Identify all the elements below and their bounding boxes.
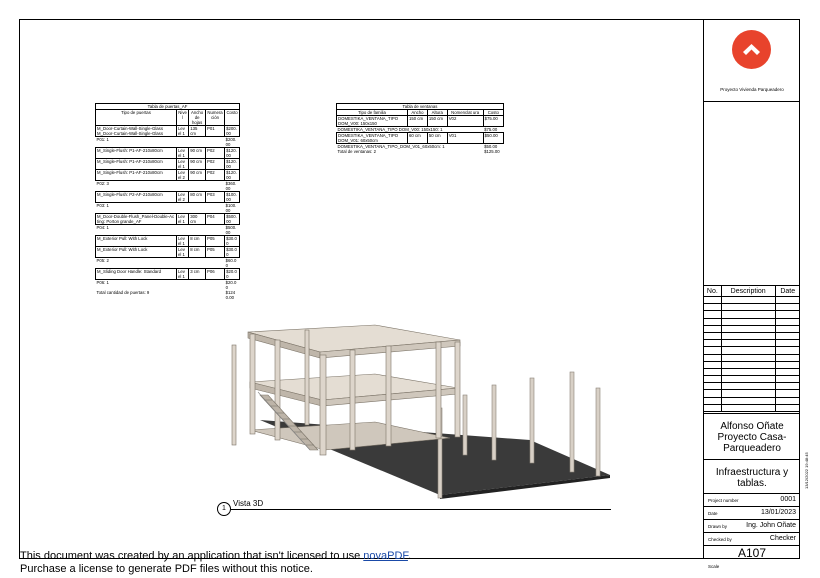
author-box [704,414,800,460]
revision-cell [704,354,721,361]
revision-row [704,325,800,332]
doors-summary: P01: 1 [96,137,109,142]
revision-cell [704,397,721,404]
doors-summary-cost: $100. 00 [225,203,237,213]
revision-cell [704,347,721,354]
doors-row [96,236,240,247]
windows-header: Costo [483,110,503,116]
door-level: Lev el 1 [177,269,189,280]
revision-cell [721,304,775,311]
doors-row [96,126,240,137]
doors-row [96,280,240,291]
door-number: P04 [205,214,224,225]
doors-row [96,159,240,170]
revision-cell [775,318,800,325]
revision-cell [721,368,775,375]
door-type: M_Door-Double-Flush_Panel-Double-Ac ting: Porton grande_AF [96,214,177,225]
revision-cell [721,318,775,325]
doors-row [96,214,240,225]
revision-cell [704,340,721,347]
door-level: Lev el 1 [177,214,189,225]
revision-cell [721,340,775,347]
revision-cell [704,383,721,390]
revision-header: Date [775,286,800,297]
door-cost: $100. 00 [225,192,240,203]
revision-row [704,404,800,411]
doors-summary: P05: 2 [96,258,109,263]
window-width: 150 cm [408,116,428,127]
revision-cell [704,325,721,332]
revision-cell [775,383,800,390]
view-label: Vista 3D [233,499,264,508]
doors-row [96,203,240,214]
title-field-label: Project number [708,498,739,503]
revision-cell [775,390,800,397]
revision-cell [721,397,775,404]
door-type: M_Exterior Pull: With Lock [96,236,177,247]
door-number: P03 [205,192,224,203]
door-level: Lev el 1 [177,247,189,258]
windows-header: Altura [427,110,447,116]
window-code: V02 [447,116,483,127]
revision-cell [704,390,721,397]
window-width: 60 cm [408,133,428,144]
revision-cell [775,340,800,347]
revision-row [704,340,800,347]
door-number: P02 [205,159,224,170]
notes-box [704,102,800,286]
sheet-number: A107 [737,546,767,560]
scale-label: Scale [708,564,720,569]
door-type: M_Single-Flush: P2-AF-210x80cm [96,192,177,203]
doors-row [96,269,240,280]
door-level: Lev el 1 [177,126,189,137]
door-cost: $500. 00 [225,214,240,225]
revision-cell [775,325,800,332]
title-field-label: Drawn by [708,524,728,529]
windows-summary: DOMESTIKA_VENTANA_TIPO_DOM_V01_60x50cm: 1 [337,144,445,149]
title-field [704,494,800,507]
doors-summary: P04: 1 [96,225,109,230]
revision-cell [775,376,800,383]
windows-header: Ancho [408,110,428,116]
revision-header: No. [704,286,721,297]
title-field-value: Checker [769,535,796,542]
window-type: DOMESTIKA_VENTANA_TIPO DOM_V00: 150x150 [337,116,408,127]
revision-cell [775,404,800,411]
building-3d-view [200,300,630,505]
revision-row [704,368,800,375]
door-type: M_Single-Flush: P1-AF-210x80cm [96,170,177,181]
doors-row [96,192,240,203]
revision-cell [721,376,775,383]
revision-cell [704,311,721,318]
doors-summary: P03: 1 [96,203,109,208]
windows-summary: DOMESTIKA_VENTANA_TIPO DOM_V00: 150x150: 1 [337,127,443,132]
revision-cell [704,304,721,311]
title-field-label: Date [708,511,718,516]
title-field-value: 0001 [780,496,796,503]
title-block [703,19,809,569]
windows-header: Nomenclat ura [447,110,483,116]
revision-row [704,383,800,390]
window-type: DOMESTIKA_VENTANA_TIPO DOM_V01: 60x50cm [337,133,408,144]
doors-row [96,258,240,269]
door-cost: $120. 00 [225,170,240,181]
doors-header: Tipo de puertas [96,110,177,126]
doors-table [95,103,240,300]
door-width: 8 cm [189,247,206,258]
side-stamp: 13/12/2022 19:48:45 [804,452,809,489]
revision-cell [775,332,800,339]
sheet-name-box [704,460,800,494]
door-width: 135 cm [189,126,206,137]
revision-header: Description [721,286,775,297]
door-cost: $20.0 0 [225,269,240,280]
revision-cell [721,390,775,397]
revision-cell [775,361,800,368]
revision-cell [704,361,721,368]
revision-cell [721,361,775,368]
door-cost: $120. 00 [225,148,240,159]
revision-cell [775,354,800,361]
door-width: 3 cm [189,269,206,280]
door-cost: $200. 00 [225,126,240,137]
revision-cell [721,325,775,332]
door-type: M_Exterior Pull: With Lock [96,247,177,258]
notice-line2: Purchase a license to generate PDF files without this notice. [20,563,313,575]
revision-cell [704,368,721,375]
doors-row [96,225,240,236]
window-height: 150 cm [427,116,447,127]
door-number: P05 [205,247,224,258]
title-field-value: 13/01/2023 [760,509,796,516]
door-width: 80 cm [189,192,206,203]
doors-header: Nive l [177,110,189,126]
revision-cell [704,376,721,383]
novapdf-link[interactable]: novaPDF [363,550,408,562]
doors-summary-cost: $200. 00 [225,137,237,147]
title-field [704,507,800,520]
revision-cell [775,304,800,311]
door-number: P01 [205,126,224,137]
revision-cell [704,297,721,304]
doors-row [96,170,240,181]
door-cost: $30.0 0 [225,236,240,247]
title-field [704,520,800,533]
title-field-value: Ing. John Oñate [746,522,796,529]
door-level: Lev el 2 [177,192,189,203]
door-level: Lev el 2 [177,170,189,181]
doors-summary-cost: $500. 00 [225,225,237,235]
sheet-name: Infraestructura y tablas. [715,467,789,489]
revision-row [704,297,800,304]
windows-summary-cost: $50.00 [484,144,498,149]
revision-cell [704,318,721,325]
revision-cell [721,404,775,411]
revision-cell [775,397,800,404]
revision-row [704,397,800,404]
door-cost: $120. 00 [225,159,240,170]
window-code: V01 [447,133,483,144]
windows-row [337,116,504,127]
door-type: M_Door-Curtain-Wall-Single-Glass M_Door-Curtain-Wall-Single-Glass [96,126,177,137]
view-title-line [231,509,611,510]
windows-total: Total de ventanas: 2 [337,149,376,154]
doors-summary-cost: $20.0 0 [225,280,237,290]
project-name: Proyecto Casa-Parqueadero [717,432,787,454]
revision-cell [775,368,800,375]
door-cost: $30.0 0 [225,247,240,258]
windows-row [337,133,504,144]
doors-table-title: Tabla de puertas_AF [96,104,240,110]
revision-cell [721,347,775,354]
doors-row [96,181,240,192]
title-field [704,533,800,546]
door-number: P02 [205,170,224,181]
doors-header: Costo [225,110,240,126]
door-width: 300 cm [189,214,206,225]
revision-cell [721,383,775,390]
revision-row [704,332,800,339]
revision-cell [721,332,775,339]
doors-header: Ancho de hojas [189,110,206,126]
doors-summary-cost: $60.0 0 [225,258,237,268]
notice-line1: This document was created by an application that isn't licensed to use [20,550,364,562]
door-level: Lev el 1 [177,159,189,170]
door-type: M_Sliding Door Handle: Standard [96,269,177,280]
doors-summary: P06: 1 [96,280,109,285]
windows-header: Tipo de familia [337,110,408,116]
door-number: P06 [205,269,224,280]
doors-total-cost: $124 0.00 [225,290,236,300]
revision-cell [721,311,775,318]
logo [732,30,771,69]
revision-cell [704,332,721,339]
author-name: Alfonso Oñate [720,421,784,432]
revision-cell [721,354,775,361]
revision-row [704,376,800,383]
door-width: 8 cm [189,236,206,247]
notice-period: . [407,550,411,562]
windows-table [336,103,504,154]
building-frame [232,325,460,455]
sheet-number-box [704,546,800,559]
door-type: M_Single-Flush: P1-AF-210x80cm [96,159,177,170]
window-cost: $50.00 [483,133,503,144]
revision-row [704,390,800,397]
windows-summary-cost: $75.00 [484,127,498,132]
revision-table [704,286,800,412]
revision-box [704,286,800,414]
doors-header: Numera ción [205,110,224,126]
door-level: Lev el 1 [177,148,189,159]
revision-row [704,304,800,311]
license-notice [20,550,411,576]
revision-cell [775,297,800,304]
doors-summary-cost: $360. 00 [225,181,237,191]
revision-cell [704,404,721,411]
windows-table-title: Tabla de ventanas [337,104,504,110]
view-number-bubble: 1 [217,502,231,516]
doors-row [96,148,240,159]
door-width: 90 cm [189,148,206,159]
door-number: P05 [205,236,224,247]
window-cost: $75.00 [483,116,503,127]
revision-row [704,361,800,368]
door-width: 90 cm [189,159,206,170]
revision-row [704,354,800,361]
revision-row [704,347,800,354]
revision-cell [775,347,800,354]
doors-summary: P02: 3 [96,181,109,186]
door-number: P02 [205,148,224,159]
doors-row [96,137,240,148]
window-height: 50 cm [427,133,447,144]
doors-total: Total cantidad de puertas: 9 [96,290,150,295]
revision-cell [775,311,800,318]
door-width: 90 cm [189,170,206,181]
revision-row [704,318,800,325]
doors-row [96,247,240,258]
project-caption: Proyecto Vivienda Parqueadero [720,87,784,92]
revision-row [704,311,800,318]
door-type: M_Single-Flush: P1-AF-210x80cm [96,148,177,159]
door-level: Lev el 1 [177,236,189,247]
title-field-label: Checked by [708,537,732,542]
revision-cell [721,297,775,304]
logo-box [704,19,800,102]
windows-total-cost: $125.00 [484,149,500,154]
